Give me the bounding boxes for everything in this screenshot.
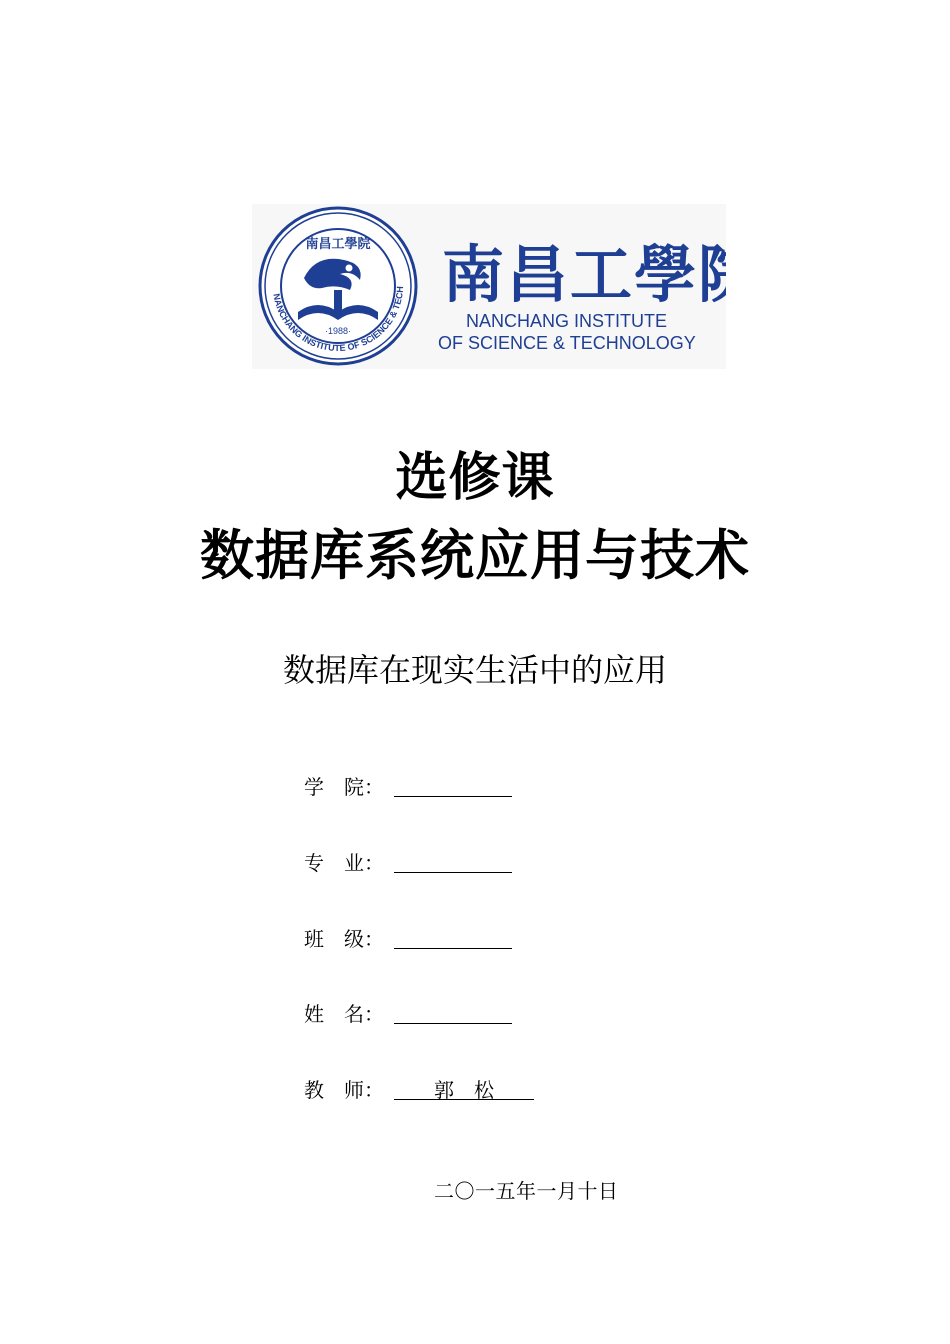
field-name-label: 姓 名：: [304, 1002, 384, 1026]
logo-name-en-line1: NANCHANG INSTITUTE: [466, 311, 668, 331]
field-teacher-value: 郭松: [434, 1078, 514, 1102]
field-college-label: 学 院：: [304, 775, 384, 799]
field-college: [304, 772, 512, 802]
field-teacher-line: [394, 1075, 534, 1100]
field-major: [304, 848, 512, 878]
course-name-title: 数据库系统应用与技术: [200, 524, 750, 587]
logo-graphic: [252, 204, 726, 369]
field-class-label: 班 级：: [304, 927, 384, 951]
seal-ring-text: NANCHANG INSTITUTE OF SCIENCE & TECH: [271, 285, 406, 354]
field-class-line: [394, 924, 512, 949]
seal-top-text: 南昌工學院: [305, 237, 371, 252]
field-major-line: [394, 848, 512, 873]
report-subtitle: 数据库在现实生活中的应用: [282, 651, 667, 689]
course-type-title: 选修课: [395, 448, 555, 508]
field-class: [304, 924, 512, 954]
school-logo: [252, 204, 726, 369]
field-teacher: [304, 1075, 534, 1105]
logo-name-en-line2: OF SCIENCE & TECHNOLOGY: [438, 333, 696, 353]
report-date: 二〇一五年一月十日: [434, 1179, 619, 1203]
field-teacher-label: 教 师：: [304, 1078, 384, 1102]
seal-year: ·1988·: [324, 326, 352, 336]
field-major-label: 专 业：: [304, 851, 384, 875]
logo-name-cn: 南昌工學: [442, 238, 699, 311]
field-college-line: [394, 772, 512, 797]
field-name: [304, 999, 512, 1029]
field-name-line: [394, 999, 512, 1024]
